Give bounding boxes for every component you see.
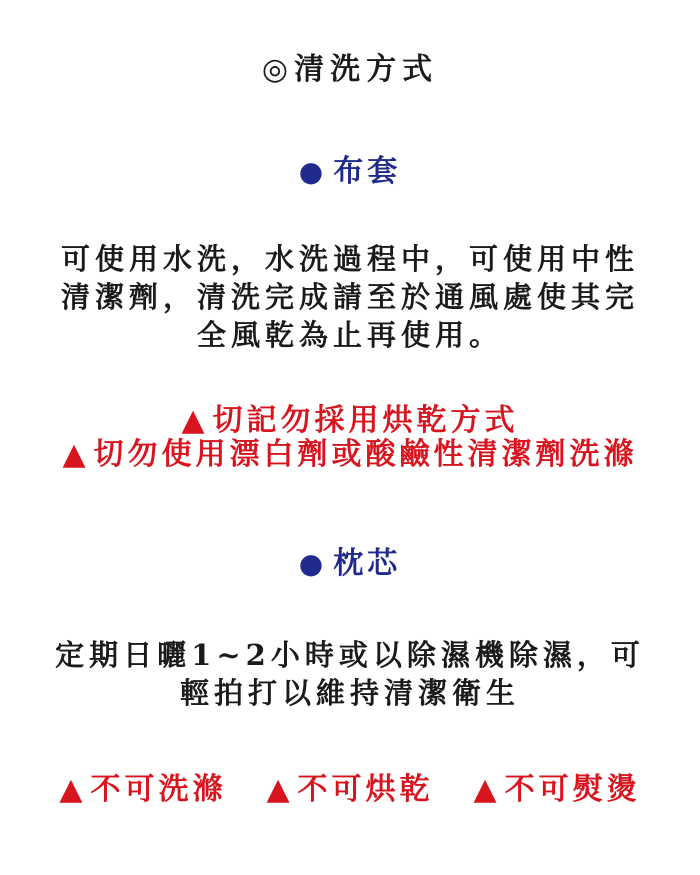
- section-heading-pillow-core: [0, 538, 700, 582]
- instruction-line: 清潔劑，清洗完成請至於通風處使其完: [60, 280, 639, 314]
- warning-no-bleach: [0, 438, 700, 472]
- cover-instructions: [0, 240, 700, 354]
- bullet-icon: ●: [298, 547, 328, 580]
- warning-no-iron: [474, 764, 641, 808]
- instruction-line: 可使用水洗，水洗過程中，可使用中性: [60, 242, 639, 276]
- section-heading-label: 枕芯: [333, 546, 402, 581]
- warning-triangle-icon: ▲: [62, 437, 90, 472]
- bullet-icon: ●: [298, 155, 328, 188]
- warning-triangle-icon: ▲: [181, 403, 209, 438]
- section-heading-cover: [0, 146, 700, 190]
- warning-no-wash: [59, 764, 226, 808]
- instruction-line: 輕拍打以維持清潔衛生: [179, 676, 520, 710]
- page-title: ◎清洗方式: [261, 52, 439, 87]
- warning-no-dryer: [0, 404, 700, 438]
- warning-triangle-icon: ▲: [59, 772, 87, 807]
- pillow-core-warnings: [0, 764, 700, 808]
- warning-triangle-icon: ▲: [266, 772, 294, 807]
- warning-text: 不可烘乾: [297, 772, 434, 807]
- pillow-core-instructions: [0, 636, 700, 712]
- warning-no-dry: [266, 764, 433, 808]
- warning-text: 不可洗滌: [90, 772, 227, 807]
- warning-text: 不可熨燙: [504, 772, 641, 807]
- section-heading-label: 布套: [333, 154, 402, 189]
- warning-triangle-icon: ▲: [473, 772, 501, 807]
- warning-text: 切勿使用漂白劑或酸鹼性清潔劑洗滌: [93, 437, 638, 472]
- warning-text: 切記勿採用烘乾方式: [212, 403, 519, 438]
- instruction-line: 定期日曬1~2小時或以除濕機除濕，可: [55, 638, 645, 672]
- instruction-line: 全風乾為止再使用。: [196, 318, 503, 352]
